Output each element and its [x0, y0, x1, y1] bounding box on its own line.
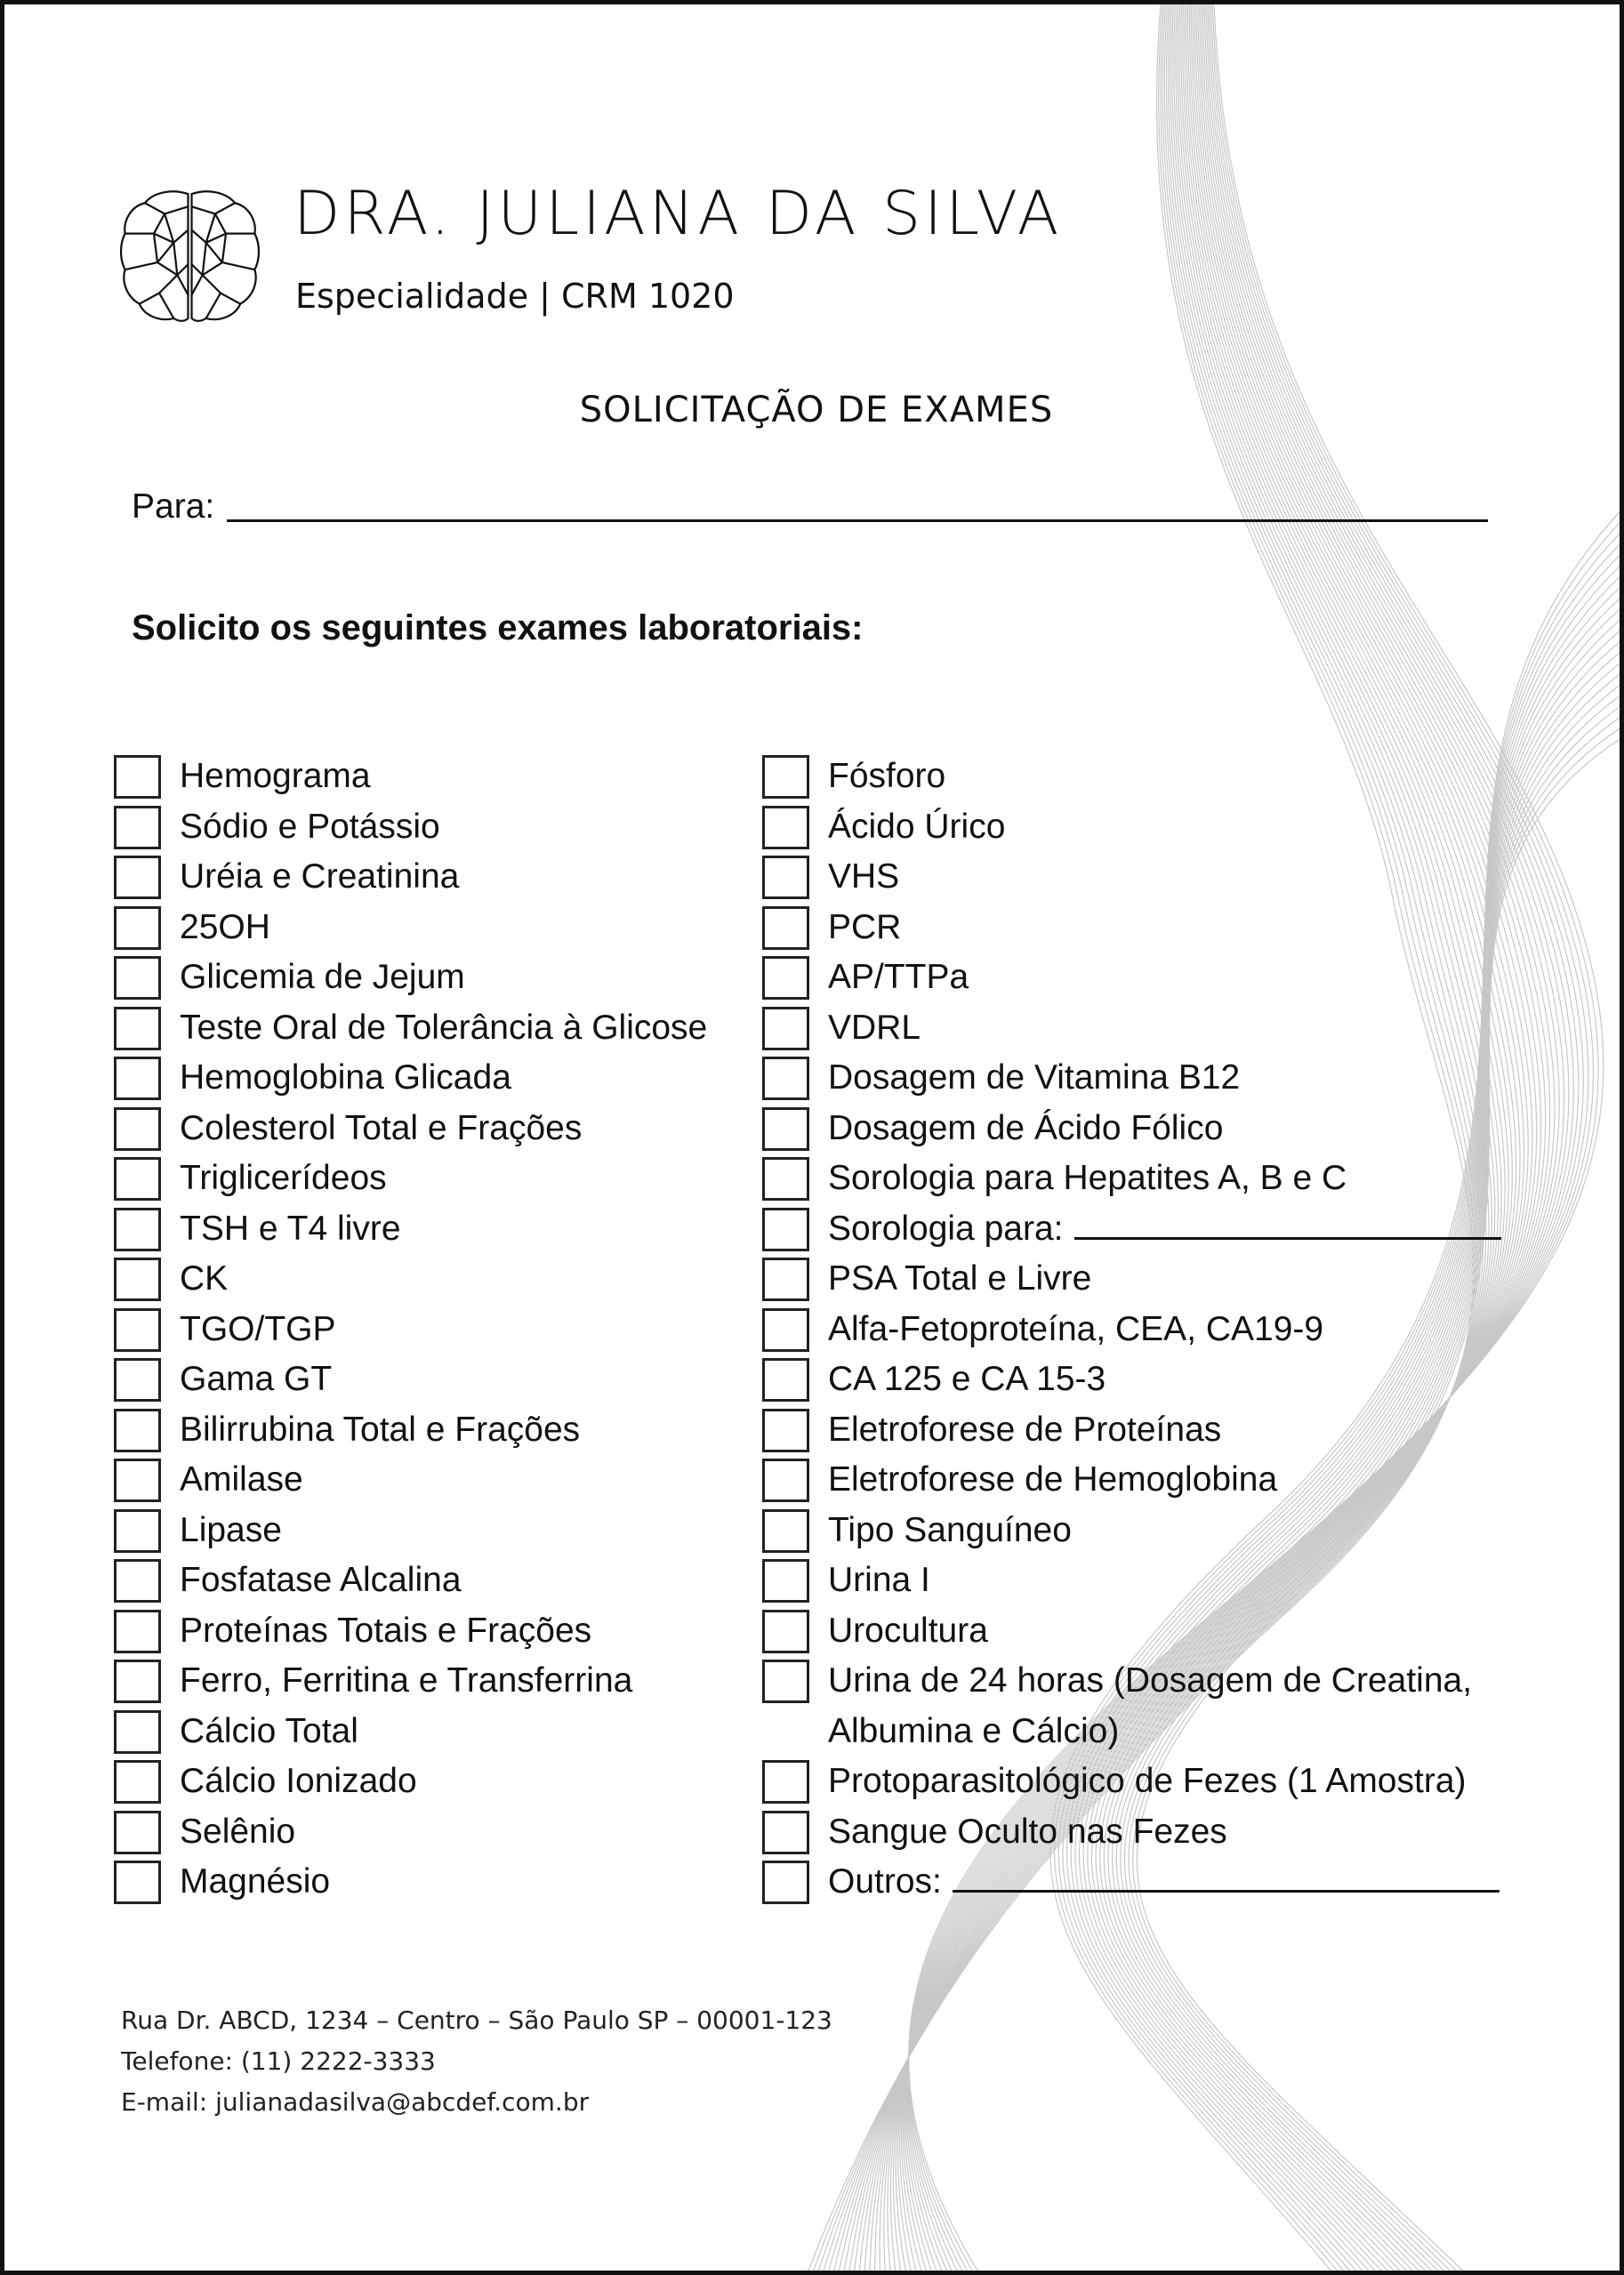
exam-label: Ácido Úrico: [828, 807, 1006, 846]
exam-label: Amilase: [180, 1460, 303, 1499]
recipient-label: Para:: [132, 487, 215, 526]
exam-item[interactable]: [114, 1506, 754, 1556]
exam-item[interactable]: [114, 1204, 754, 1255]
exam-label: Hemoglobina Glicada: [180, 1058, 511, 1097]
exam-label: Selênio: [180, 1812, 296, 1851]
exam-item[interactable]: [114, 1003, 754, 1054]
phone-text: Telefone: (11) 2222-3333: [121, 2046, 436, 2076]
exam-checkbox[interactable]: [762, 1459, 809, 1502]
exam-item[interactable]: [762, 752, 1527, 802]
exam-item[interactable]: [762, 1305, 1527, 1355]
exam-label: Protoparasitológico de Fezes (1 Amostra): [828, 1762, 1467, 1800]
exam-checkbox[interactable]: [114, 755, 161, 799]
exam-item[interactable]: [114, 1807, 754, 1858]
exam-checkbox[interactable]: [762, 1409, 809, 1452]
exam-label: Sódio e Potássio: [180, 807, 440, 846]
exam-item[interactable]: [114, 1254, 754, 1305]
exam-label: PCR: [828, 907, 902, 946]
exam-item[interactable]: [762, 903, 1527, 953]
exam-label: Sangue Oculto nas Fezes: [828, 1812, 1227, 1851]
exam-item[interactable]: [762, 953, 1527, 1003]
exam-item[interactable]: [762, 1003, 1527, 1054]
exam-item[interactable]: [114, 1104, 754, 1154]
exam-checkbox[interactable]: [114, 1057, 161, 1100]
exam-item[interactable]: [114, 903, 754, 953]
exam-checkbox[interactable]: [762, 1358, 809, 1402]
exam-checkbox[interactable]: [762, 1660, 809, 1703]
exam-label: Dosagem de Vitamina B12: [828, 1058, 1241, 1097]
exam-item[interactable]: [114, 852, 754, 903]
doctor-specialty-crm: Especialidade | CRM 1020: [295, 277, 735, 316]
exam-item[interactable]: [114, 1355, 754, 1405]
exam-label: Lipase: [180, 1510, 282, 1549]
exam-item[interactable]: [114, 1053, 754, 1104]
exam-label: Sorologia para Hepatites A, B e C: [828, 1159, 1347, 1197]
exam-checkbox[interactable]: [114, 806, 161, 849]
exam-label: Triglicerídeos: [180, 1159, 387, 1197]
exam-label-with-blank: [828, 1857, 1499, 1908]
exam-checkbox[interactable]: [114, 1308, 161, 1352]
exam-checkbox[interactable]: [762, 1760, 809, 1804]
exam-item[interactable]: [762, 1104, 1527, 1154]
exam-list-left: [114, 752, 754, 1908]
exam-item[interactable]: [114, 1857, 754, 1908]
exam-checkbox[interactable]: [762, 755, 809, 799]
exam-checkbox[interactable]: [762, 1610, 809, 1653]
exam-item[interactable]: [762, 1556, 1527, 1606]
exam-label: Bilirrubina Total e Frações: [180, 1410, 581, 1449]
exam-checkbox[interactable]: [114, 1007, 161, 1050]
exam-item[interactable]: [762, 1355, 1527, 1405]
exam-label: 25OH: [180, 907, 270, 946]
exam-item[interactable]: [762, 1154, 1527, 1204]
exam-item[interactable]: [114, 1656, 754, 1707]
exam-label: VDRL: [828, 1008, 921, 1047]
exam-item[interactable]: [762, 852, 1527, 903]
exam-label: Eletroforese de Hemoglobina: [828, 1460, 1278, 1499]
exam-checkbox[interactable]: [762, 806, 809, 849]
exam-item[interactable]: [114, 1707, 754, 1757]
exam-label: Hemograma: [180, 757, 371, 795]
exam-checkbox[interactable]: [114, 1861, 161, 1904]
exam-item[interactable]: [114, 752, 754, 802]
exam-checkbox[interactable]: [762, 906, 809, 950]
exam-checkbox[interactable]: [762, 856, 809, 899]
exam-checkbox[interactable]: [762, 1057, 809, 1100]
exam-label: CA 125 e CA 15-3: [828, 1360, 1106, 1398]
exam-label-text: Sorologia para:: [828, 1209, 1064, 1248]
exam-checkbox[interactable]: [762, 1308, 809, 1352]
exam-label: Proteínas Totais e Frações: [180, 1611, 592, 1650]
exam-label: Glicemia de Jejum: [180, 958, 465, 996]
recipient-field[interactable]: [227, 519, 1488, 522]
exam-checkbox[interactable]: [114, 856, 161, 899]
exam-checkbox[interactable]: [762, 1861, 809, 1904]
exam-item[interactable]: [114, 1305, 754, 1355]
exam-item[interactable]: [762, 1455, 1527, 1506]
exam-item[interactable]: [114, 1154, 754, 1204]
exam-item[interactable]: [762, 1254, 1527, 1305]
exam-checkbox[interactable]: [762, 1007, 809, 1050]
exam-checkbox[interactable]: [114, 1710, 161, 1754]
exam-label: Teste Oral de Tolerância à Glicose: [180, 1008, 708, 1047]
exam-checkbox[interactable]: [114, 1559, 161, 1603]
request-intro: Solicito os seguintes exames laboratoriais:: [132, 608, 864, 647]
exam-label: Dosagem de Ácido Fólico: [828, 1108, 1224, 1147]
exam-item[interactable]: [762, 1204, 1527, 1255]
exam-item[interactable]: [114, 1405, 754, 1456]
exam-label-text: Outros:: [828, 1862, 942, 1901]
exam-label: Colesterol Total e Frações: [180, 1108, 583, 1147]
exam-label: Fósforo: [828, 757, 946, 795]
exam-item[interactable]: [762, 802, 1527, 853]
exam-label: Tipo Sanguíneo: [828, 1510, 1072, 1549]
exam-label: Urina de 24 horas (Dosagem de Creatina, Albumina e Cálcio): [828, 1661, 1473, 1750]
exam-label: TSH e T4 livre: [180, 1209, 401, 1248]
exam-checkbox[interactable]: [114, 1610, 161, 1653]
email-text: E-mail: julianadasilva@abcdef.com.br: [121, 2087, 590, 2117]
exam-label-with-blank: [828, 1204, 1501, 1255]
exam-checkbox[interactable]: [114, 1459, 161, 1502]
doctor-name: DRA. JULIANA DA SILVA: [293, 179, 1063, 249]
exam-checkbox[interactable]: [114, 1409, 161, 1452]
exam-item[interactable]: [762, 1756, 1527, 1807]
exam-item[interactable]: [114, 1606, 754, 1657]
exam-item[interactable]: [762, 1857, 1527, 1908]
exam-item[interactable]: [762, 1405, 1527, 1456]
exam-item[interactable]: [762, 1506, 1527, 1556]
exam-label: VHS: [828, 857, 900, 896]
exam-label: Cálcio Ionizado: [180, 1762, 417, 1800]
exam-checkbox[interactable]: [762, 1509, 809, 1553]
exam-checkbox[interactable]: [762, 1811, 809, 1854]
exam-checkbox[interactable]: [762, 1208, 809, 1251]
brain-network-icon: [117, 187, 262, 326]
exam-label: PSA Total e Livre: [828, 1259, 1092, 1298]
exam-label: Gama GT: [180, 1360, 333, 1398]
exam-item[interactable]: [114, 1455, 754, 1506]
exam-checkbox[interactable]: [114, 1509, 161, 1553]
exam-label: Ferro, Ferritina e Transferrina: [180, 1661, 633, 1700]
form-title: SOLICITAÇÃO DE EXAMES: [579, 390, 1054, 430]
exam-item[interactable]: [114, 1556, 754, 1606]
exam-label: Uréia e Creatinina: [180, 857, 460, 896]
contact-footer: [121, 2000, 832, 2123]
exam-checkbox[interactable]: [114, 1660, 161, 1703]
recipient-row: [132, 474, 1488, 527]
exam-label: AP/TTPa: [828, 958, 969, 996]
exam-checkbox[interactable]: [114, 956, 161, 1000]
others-blank-field[interactable]: [953, 1860, 1499, 1893]
exam-label: TGO/TGP: [180, 1309, 336, 1348]
exam-checkbox[interactable]: [114, 1760, 161, 1804]
exam-label: CK: [180, 1259, 229, 1298]
exam-checkbox[interactable]: [114, 1358, 161, 1402]
exam-item[interactable]: [762, 1807, 1527, 1858]
exam-item[interactable]: [114, 802, 754, 853]
exam-label: Urocultura: [828, 1611, 988, 1650]
exam-checkbox[interactable]: [114, 1208, 161, 1251]
address-text: Rua Dr. ABCD, 1234 – Centro – São Paulo SP – 00001-123: [121, 2006, 832, 2035]
exam-label: Cálcio Total: [180, 1711, 358, 1750]
exam-label: Fosfatase Alcalina: [180, 1561, 462, 1599]
exam-checkbox[interactable]: [762, 1559, 809, 1603]
exam-item[interactable]: [114, 1756, 754, 1807]
exam-item[interactable]: [762, 1606, 1527, 1657]
serology-blank-field[interactable]: [1074, 1207, 1501, 1240]
exam-checkbox[interactable]: [114, 906, 161, 950]
exam-label: Eletroforese de Proteínas: [828, 1410, 1222, 1449]
exam-item[interactable]: [762, 1053, 1527, 1104]
exam-checkbox[interactable]: [762, 1107, 809, 1151]
exam-checkbox[interactable]: [762, 1157, 809, 1201]
exam-list-right: [762, 752, 1527, 1908]
exam-checkbox[interactable]: [762, 1258, 809, 1301]
exam-item[interactable]: [114, 953, 754, 1003]
exam-label: Magnésio: [180, 1862, 331, 1901]
exam-checkbox[interactable]: [114, 1107, 161, 1151]
exam-checkbox[interactable]: [114, 1258, 161, 1301]
exam-checkbox[interactable]: [114, 1811, 161, 1854]
exam-checkbox[interactable]: [114, 1157, 161, 1201]
exam-checkbox[interactable]: [762, 956, 809, 1000]
exam-label: Alfa-Fetoproteína, CEA, CA19-9: [828, 1309, 1324, 1348]
exam-label: Urina I: [828, 1561, 930, 1599]
exam-item[interactable]: [762, 1656, 1527, 1756]
